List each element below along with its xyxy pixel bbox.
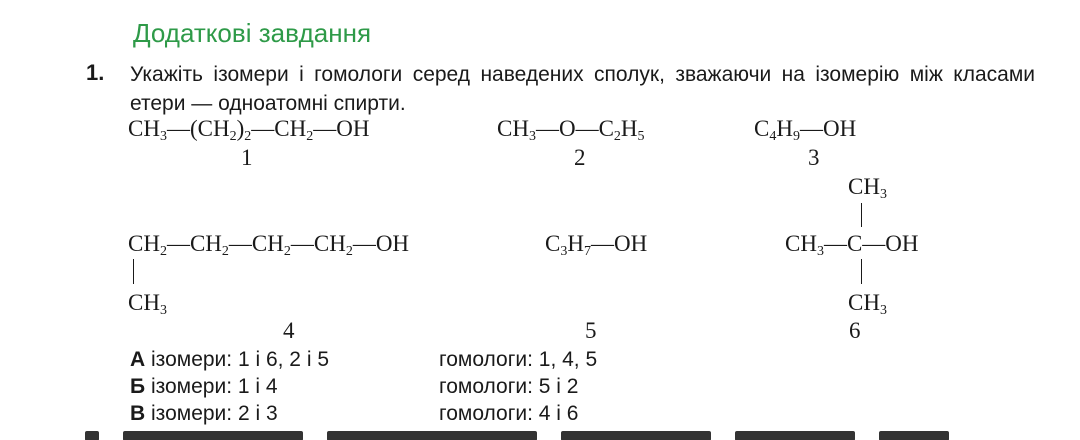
compound-5-number: 5 [585, 318, 597, 343]
formula-subscript: 2 [283, 244, 291, 259]
compound-6-number: 6 [849, 318, 861, 343]
formula-subscript: 2 [244, 129, 252, 144]
formula-text: —OH [799, 116, 857, 141]
formula-text: —OH [313, 116, 370, 141]
answer-v-isomers [130, 402, 278, 426]
answer-v-homologs: гомологи: 4 і 6 [439, 402, 579, 425]
formula-subscript: 9 [792, 129, 800, 144]
section-title: Додаткові завдання [133, 18, 372, 48]
compound-2-formula [497, 116, 645, 142]
formula-subscript: 3 [159, 303, 167, 318]
formula-text: ) [236, 116, 245, 141]
compound-4-branch [128, 290, 167, 316]
formula-text: —OH [352, 231, 410, 256]
answer-v-isomers-text: ізомери: 2 і 3 [151, 402, 278, 425]
compound-1-formula [128, 116, 369, 142]
formula-subscript: 7 [583, 244, 591, 259]
formula-text: CH [128, 231, 160, 256]
formula-text: H [776, 116, 793, 141]
formula-subscript: 2 [159, 244, 167, 259]
formula-subscript: 3 [528, 129, 536, 144]
formula-text: CH [128, 116, 160, 141]
compound-3-formula [754, 116, 856, 142]
formula-subscript: 3 [879, 303, 887, 318]
formula-subscript: 5 [637, 129, 645, 144]
formula-text: —(CH [166, 116, 230, 141]
formula-subscript: 3 [879, 187, 887, 202]
task-text: Укажіть ізомери і гомологи серед наведених сполук, зважаючи на ізомерію між класами етери — одноатомні спирти. [130, 63, 1035, 115]
task-number: 1. [86, 60, 105, 85]
answer-a-letter: А [130, 348, 146, 371]
compound-5-formula [545, 231, 647, 257]
formula-text: —CH [166, 231, 222, 256]
compound-4-branch-bond [133, 259, 134, 284]
formula-text: H [567, 231, 584, 256]
formula-text: —CH [290, 231, 346, 256]
formula-text: CH [497, 116, 529, 141]
formula-text: CH [128, 290, 160, 315]
answer-v-letter: В [130, 402, 146, 425]
formula-text: —OH [590, 231, 648, 256]
compound-6-top-bond [861, 203, 862, 227]
formula-subscript: 3 [560, 244, 568, 259]
formula-subscript: 2 [229, 129, 237, 144]
compound-6-top-group [848, 174, 887, 200]
formula-subscript: 2 [345, 244, 353, 259]
answer-a-homologs: гомологи: 1, 4, 5 [439, 348, 598, 371]
compound-3-number: 3 [808, 145, 820, 170]
formula-subscript: 3 [159, 129, 167, 144]
formula-text: H [620, 116, 638, 141]
formula-subscript: 2 [613, 129, 621, 144]
compound-6-bottom-group [848, 290, 887, 316]
formula-subscript: 2 [221, 244, 229, 259]
formula-text: C [754, 116, 770, 141]
formula-text: CH [848, 290, 880, 315]
compound-4-main-chain [128, 231, 409, 257]
formula-text: —O—C [535, 116, 614, 141]
formula-text: CH [848, 174, 880, 199]
formula-text: CH [785, 231, 817, 256]
formula-text: C [545, 231, 561, 256]
compound-6-bottom-bond [861, 259, 862, 284]
compound-2-number: 2 [574, 145, 586, 170]
answer-b-homologs: гомологи: 5 і 2 [439, 375, 579, 398]
answer-a-isomers [130, 348, 329, 372]
answer-b-letter: Б [130, 375, 146, 398]
compound-1-number: 1 [241, 145, 253, 170]
answer-b-isomers-text: ізомери: 1 і 4 [150, 375, 278, 398]
answer-a-isomers-text: ізомери: 1 і 6, 2 і 5 [151, 348, 330, 371]
formula-text: —C—OH [823, 231, 919, 256]
formula-subscript: 4 [769, 129, 777, 144]
formula-subscript: 2 [306, 129, 314, 144]
compound-6-main-chain [785, 231, 919, 257]
formula-text: —CH [228, 231, 284, 256]
answer-b-isomers [130, 375, 278, 399]
formula-text: —CH [251, 116, 307, 141]
compound-4-number: 4 [283, 318, 295, 343]
formula-subscript: 3 [816, 244, 824, 259]
next-task-cutoff [85, 428, 1045, 440]
